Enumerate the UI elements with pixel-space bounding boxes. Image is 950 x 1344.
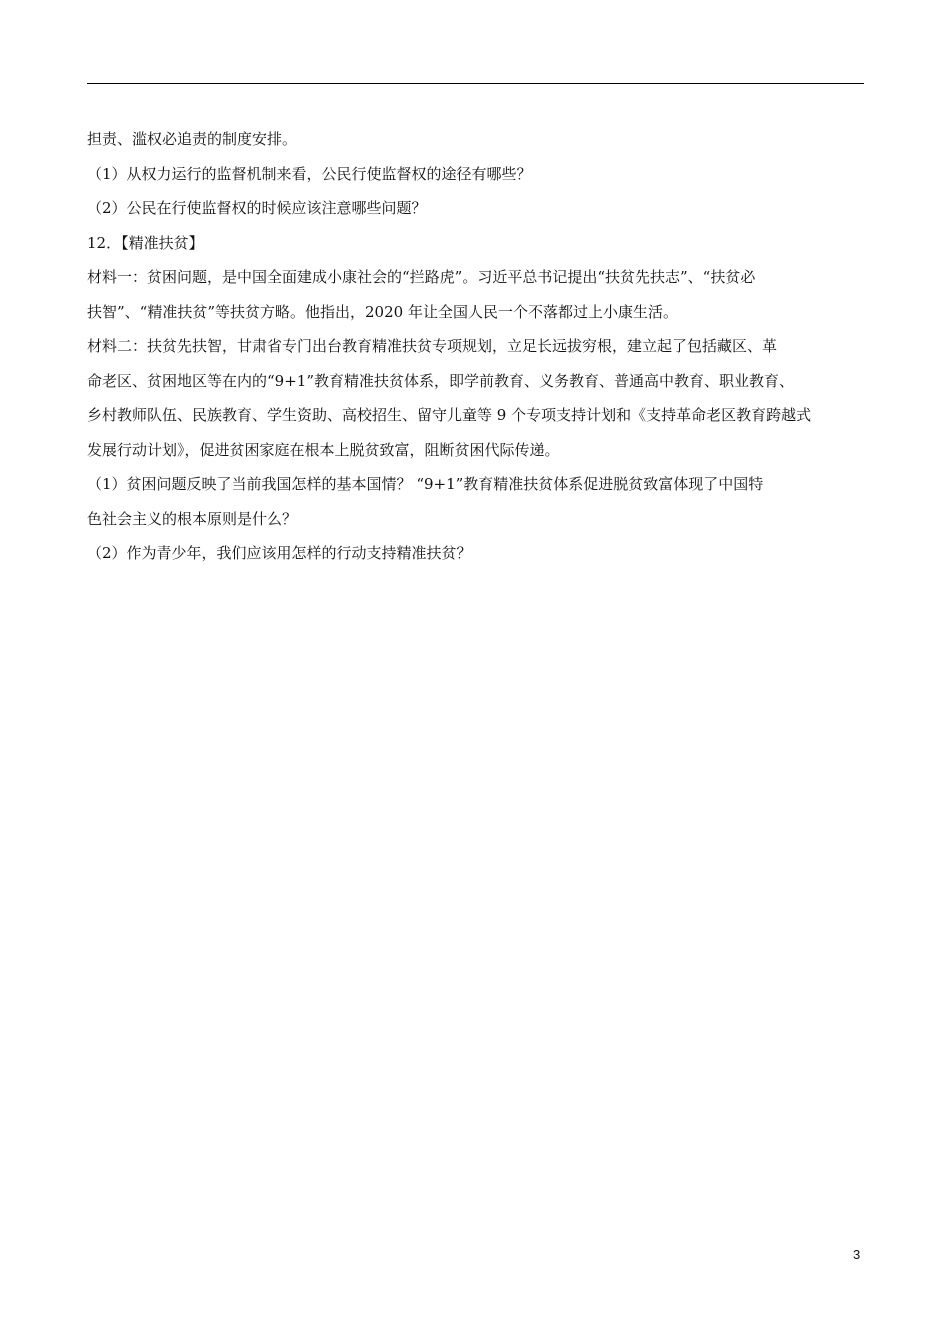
sub-question-1-line-2: 色社会主义的根本原则是什么？: [87, 509, 298, 528]
text-line: 担责、滥权必追责的制度安排。: [87, 130, 298, 148]
page-number: 3: [853, 1247, 861, 1262]
sub-question-2: （2）作为青少年，我们应该用怎样的行动支持精准扶贫？: [87, 544, 472, 562]
material-2-line-3: 乡村教师队伍、民族教育、学生资助、高校招生、留守儿童等 9 个专项支持计划和《支持革命老区教育跨越式: [87, 406, 812, 424]
material-2-line-1: 材料二：扶贫先扶智，甘肃省专门出台教育精准扶贫专项规划，立足长远拔穷根，建立起了包括藏区、革: [87, 337, 778, 355]
document-body: [87, 122, 864, 571]
material-1-line-1: 材料一：贫困问题，是中国全面建成小康社会的“拦路虎”。习近平总书记提出“扶贫先扶志”、“扶贫必: [87, 268, 756, 286]
material-2-line-4: 发展行动计划》，促进贫困家庭在根本上脱贫致富，阻断贫困代际传递。: [87, 440, 560, 459]
question-1: （1）从权力运行的监督机制来看，公民行使监督权的途径有哪些？: [87, 164, 532, 183]
header-rule: [87, 83, 864, 84]
sub-question-1-line-1: （1）贫困问题反映了当前我国怎样的基本国情？ “9+1”教育精准扶贫体系促进脱贫致富体现了中国特: [87, 475, 764, 493]
material-1-line-2: 扶智”、“精准扶贫”等扶贫方略。他指出，2020 年让全国人民一个不落都过上小康生活。: [87, 302, 678, 321]
question-2: （2）公民在行使监督权的时候应该注意哪些问题？: [87, 199, 427, 217]
material-2-line-2: 命老区、贫困地区等在内的“9+1”教育精准扶贫体系，即学前教育、义务教育、普通高中教育、职业教育、: [87, 371, 794, 390]
question-12-heading: 12．【精准扶贫】: [87, 233, 204, 252]
